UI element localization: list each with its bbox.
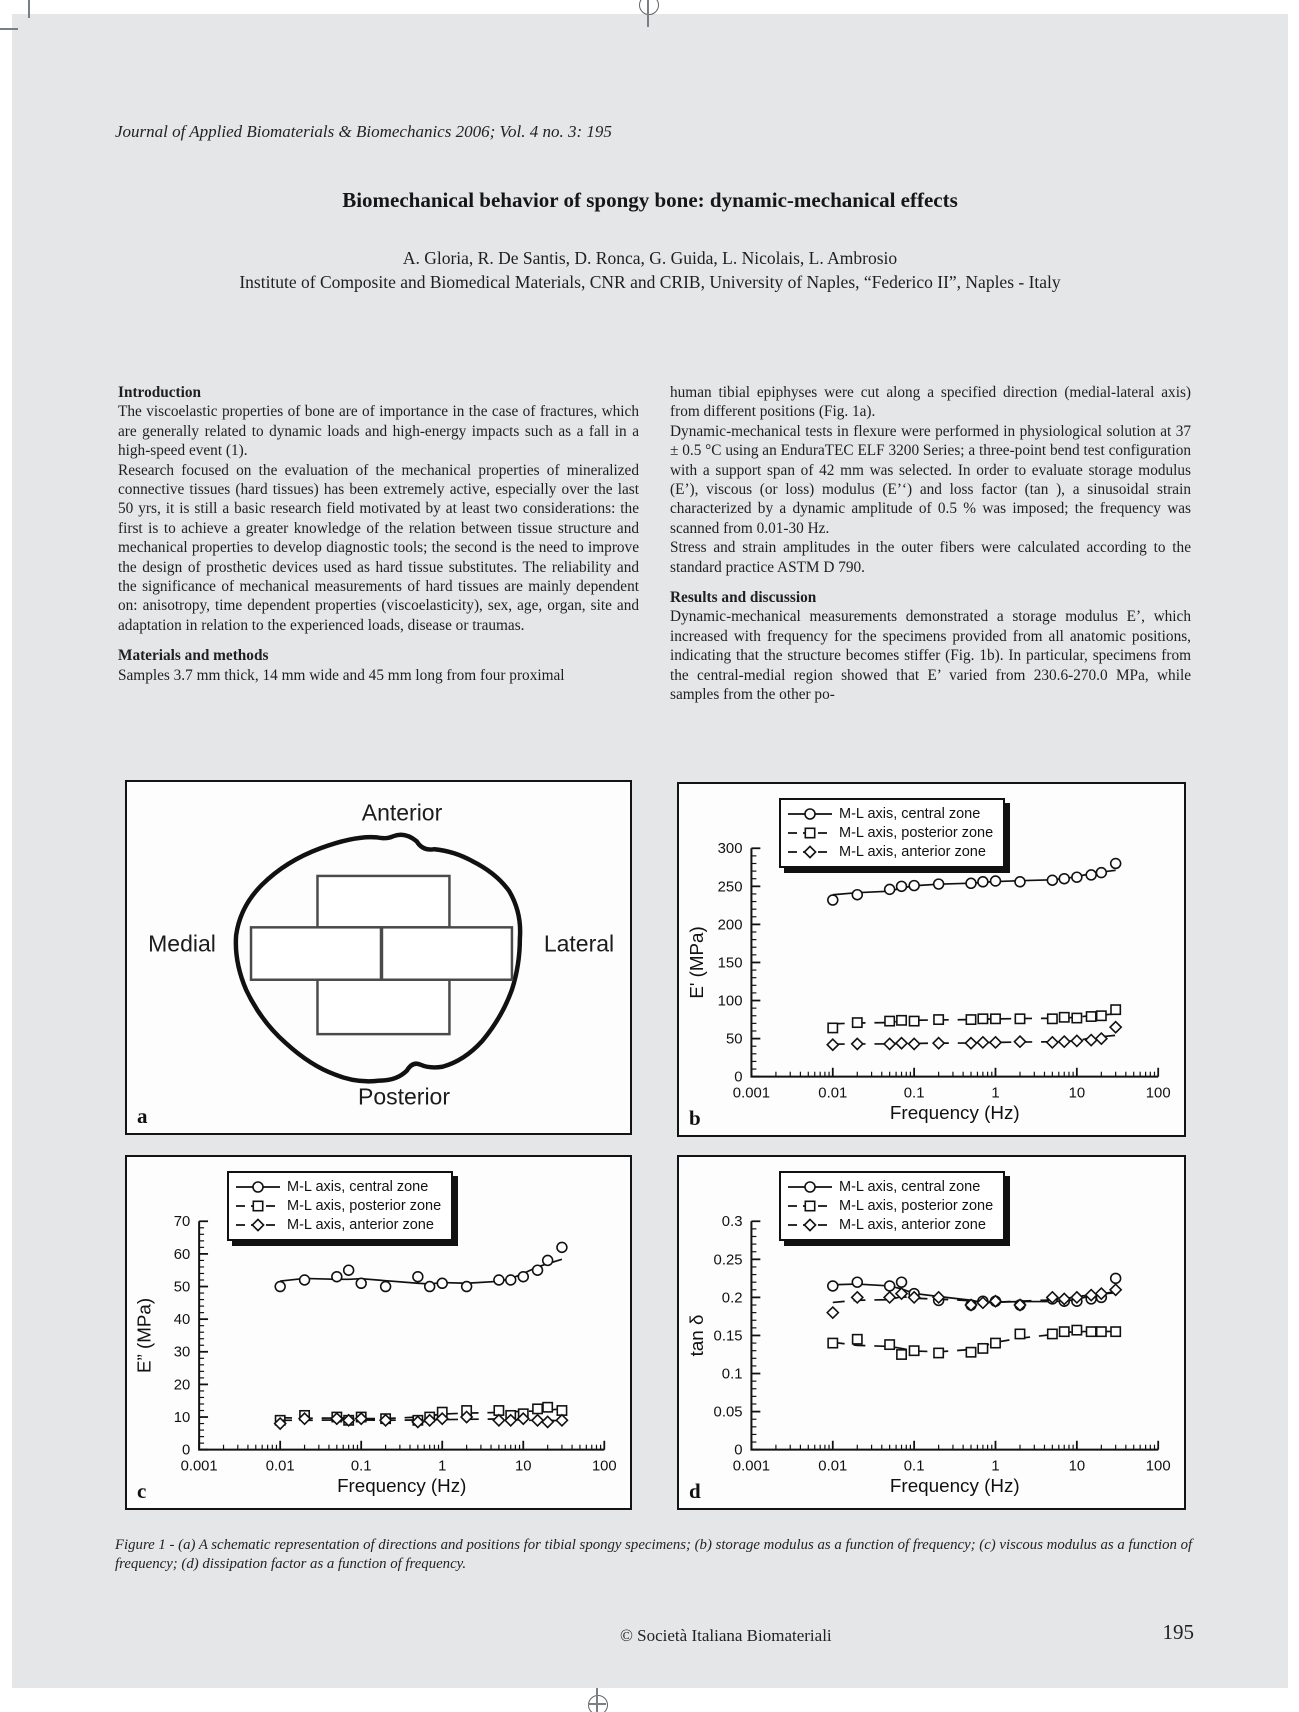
figure-panel-b [677,782,1186,1137]
chart-legend [227,1171,453,1241]
legend-label: M-L axis, anterior zone [839,1217,986,1233]
svg-text:150: 150 [717,955,743,972]
svg-text:0.01: 0.01 [265,1458,295,1475]
svg-text:70: 70 [173,1214,191,1231]
legend-marker-diamond [787,845,833,859]
legend-item [235,1197,441,1215]
methods-continued-paragraph-3: Stress and strain amplitudes in the outer fibers were calculated according to the standard practice ASTM D 790. [670,539,1191,576]
figure-caption: Figure 1 - (a) A schematic representation of directions and positions for tibial spongy specimens; (b) storage modulus as a function of frequency; (c) viscous modulus as a function of frequency; (d) dissipation factor as a function of frequency. [115,1537,1193,1572]
svg-text:0.25: 0.25 [713,1252,743,1269]
svg-text:Frequency (Hz): Frequency (Hz) [337,1475,467,1497]
svg-text:60: 60 [173,1246,191,1263]
specimen-anterior [317,876,449,927]
label-anterior: Anterior [361,799,443,826]
figure-panel-a [125,780,632,1135]
panel-letter-b: b [689,1106,701,1130]
legend-marker-square [787,826,833,840]
figure-panel-c [125,1155,632,1510]
svg-text:0.1: 0.1 [903,1085,925,1102]
results-discussion-heading: Results and discussion [670,589,817,607]
svg-text:0.15: 0.15 [713,1328,743,1345]
legend-marker-diamond [235,1218,281,1232]
label-lateral: Lateral [543,930,615,957]
affiliation-line: Institute of Composite and Biomedical Materials, CNR and CRIB, University of Naples, “Federico II”, Naples - Italy [239,272,1061,292]
svg-text:0.001: 0.001 [732,1458,771,1475]
svg-text:100: 100 [1145,1085,1171,1102]
introduction-paragraph-2: Research focused on the evaluation of the mechanical properties of mineralized connective tissues (hard tissues) has been extremely active, especially over the last 50 yrs, it is still a basic research field motivated by at least two considerations: the first is to achieve a greater knowledge of the relation between tissue structure and mechanical properties to develop diagnostic tools; the second is the need to improve the design of prosthetic devices used as hard tissue substitutes. The reliability and the significance of mechanical measurements of hard tissues are mainly dependent on: anisotropy, time dependent properties (viscoelasticity), sex, age, organ, site and adaptation in relation to the experienced loads, disease or traumas. [118,461,639,634]
legend-item [787,843,993,861]
svg-text:100: 100 [1145,1458,1171,1475]
methods-continued-paragraph-2: Dynamic-mechanical tests in flexure were performed in physiological solution at 37 ± 0.5 °C using an EnduraTEC ELF 3200 Series; a three-point bend test configuration with a support span of 42 mm was selected. In order to evaluate storage modulus (E’), viscous (or loss) modulus (E’‘) and loss factor (tan ), a sinusoidal strain characterized by a dynamic amplitude of 0.5 % was imposed; the frequency was scanned from 0.01-30 Hz. [670,422,1191,537]
svg-text:10: 10 [515,1458,532,1475]
svg-text:0.3: 0.3 [721,1214,743,1231]
registration-mark-bottom-center-line [596,1688,598,1712]
materials-methods-heading: Materials and methods [118,647,269,665]
svg-text:0.01: 0.01 [818,1458,848,1475]
svg-text:1: 1 [438,1458,447,1475]
page-number: 195 [1162,1620,1194,1644]
registration-mark-bottom-center-crossbar [588,1703,606,1705]
left-column [118,383,639,685]
authors-line: A. Gloria, R. De Santis, D. Ronca, G. Guida, L. Nicolais, L. Ambrosio [402,248,898,268]
legend-item [235,1178,441,1196]
svg-text:0.1: 0.1 [721,1366,743,1383]
svg-text:0.2: 0.2 [721,1290,743,1307]
methods-continued-paragraph-1: human tibial epiphyses were cut along a specified direction (medial-lateral axis) from different positions (Fig. 1a). [670,384,1191,421]
label-posterior: Posterior [357,1083,451,1110]
svg-text:10: 10 [173,1409,191,1426]
svg-text:10: 10 [1068,1085,1086,1102]
svg-text:1: 1 [991,1085,1000,1102]
legend-marker-square [235,1199,281,1213]
svg-text:30: 30 [173,1344,191,1361]
legend-label: M-L axis, anterior zone [287,1217,434,1233]
legend-marker-square [787,1199,833,1213]
svg-text:E” (MPa): E” (MPa) [133,1297,155,1374]
svg-text:Frequency (Hz): Frequency (Hz) [889,1102,1020,1124]
introduction-paragraph-1: The viscoelastic properties of bone are of importance in the case of fractures, which are generally related to dynamic loads and high-energy impacts such as a fall in a high-speed event (1). [118,403,639,460]
figure-panel-d [677,1155,1186,1510]
legend-item [787,805,993,823]
svg-text:tan δ: tan δ [685,1314,707,1357]
svg-text:100: 100 [591,1458,617,1475]
panel-letter-a: a [137,1104,148,1128]
svg-text:0.05: 0.05 [713,1404,743,1421]
tibia-cross-section-schematic [127,782,630,1133]
legend-marker-diamond [787,1218,833,1232]
svg-text:0: 0 [734,1442,743,1459]
svg-text:0.1: 0.1 [903,1458,925,1475]
specimen-lateral [382,927,512,979]
legend-marker-circle [787,807,833,821]
svg-text:250: 250 [717,879,743,896]
svg-text:0: 0 [734,1069,743,1086]
introduction-heading: Introduction [118,384,202,401]
registration-mark-top-center-line [647,0,649,27]
right-column [670,383,1191,705]
svg-text:40: 40 [173,1312,191,1329]
legend-label: M-L axis, central zone [839,1179,981,1195]
svg-text:300: 300 [717,841,743,858]
legend-label: M-L axis, central zone [287,1179,429,1195]
panel-letter-c: c [137,1479,147,1503]
legend-marker-circle [235,1180,281,1194]
svg-text:0.001: 0.001 [180,1458,218,1475]
legend-item [787,824,993,842]
svg-text:1: 1 [991,1458,1000,1475]
svg-text:0.01: 0.01 [818,1085,848,1102]
specimen-posterior [317,980,449,1034]
results-paragraph-1: Dynamic-mechanical measurements demonstrated a storage modulus E’, which increased with frequency for the specimens provided from all anatomic positions, indicating that the structure becomes stiffer (Fig. 1b). In particular, specimens from the central-medial region showed that E’ varied from 230.6-270.0 MPa, while samples from the other po- [670,608,1191,704]
svg-text:10: 10 [1068,1458,1086,1475]
crop-mark-top-left-horizontal [0,28,18,30]
footer-copyright: © Società Italiana Biomateriali [620,1626,832,1645]
svg-text:Frequency (Hz): Frequency (Hz) [889,1475,1020,1497]
legend-marker-circle [787,1180,833,1194]
svg-text:200: 200 [717,917,743,934]
legend-item [787,1197,993,1215]
materials-methods-paragraph: Samples 3.7 mm thick, 14 mm wide and 45 mm long from four proximal [118,666,565,684]
svg-text:20: 20 [173,1377,191,1394]
svg-text:50: 50 [725,1031,743,1048]
legend-item [787,1178,993,1196]
legend-label: M-L axis, anterior zone [839,844,986,860]
panel-letter-d: d [689,1479,701,1503]
chart-legend [779,798,1005,868]
svg-text:0: 0 [181,1442,191,1459]
svg-text:0.1: 0.1 [350,1458,372,1475]
legend-label: M-L axis, posterior zone [287,1198,442,1214]
legend-label: M-L axis, posterior zone [839,1198,994,1214]
svg-text:0.001: 0.001 [732,1085,771,1102]
svg-text:E' (MPa): E' (MPa) [685,926,707,999]
label-medial: Medial [148,930,216,957]
svg-text:100: 100 [717,993,743,1010]
legend-label: M-L axis, posterior zone [839,825,994,841]
legend-label: M-L axis, central zone [839,806,981,822]
svg-text:50: 50 [173,1279,191,1296]
registration-mark-top-center [639,0,659,15]
legend-item [235,1216,441,1234]
legend-item [787,1216,993,1234]
journal-header-line: Journal of Applied Biomaterials & Biomechanics 2006; Vol. 4 no. 3: 195 [115,122,612,141]
chart-legend [779,1171,1005,1241]
page-title: Biomechanical behavior of spongy bone: dynamic-mechanical effects [342,188,958,212]
crop-mark-top-left-vertical [28,0,30,18]
specimen-medial [251,927,381,979]
